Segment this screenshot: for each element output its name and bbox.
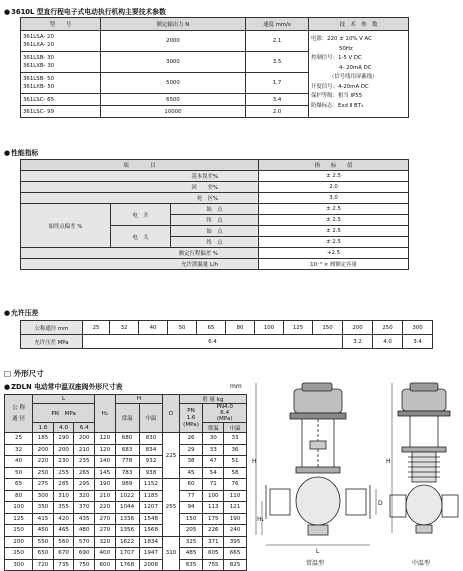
header-force: 额定输出力 N bbox=[101, 18, 246, 31]
table-cell: 683 bbox=[115, 444, 139, 456]
dn-cell: 125 bbox=[5, 513, 33, 525]
table-cell: 2008 bbox=[139, 559, 163, 571]
mid-temp-valve-drawing bbox=[390, 383, 458, 533]
bullet-icon: ● bbox=[4, 8, 11, 16]
table-row bbox=[5, 502, 247, 514]
performance-table bbox=[20, 159, 409, 270]
electric-open-label: 电 开 bbox=[111, 204, 171, 226]
table-cell: 600 bbox=[95, 559, 116, 571]
table-cell: 220 bbox=[95, 502, 116, 514]
start-point-label: 始 点 bbox=[171, 204, 259, 215]
electric-close-label: 电 关 bbox=[111, 226, 171, 248]
table-cell: 295 bbox=[74, 479, 95, 491]
table-cell: 145 bbox=[95, 467, 116, 479]
model-cell: 361LSC- 65 bbox=[21, 94, 101, 106]
spec-current: 4- 20mA DC bbox=[339, 64, 372, 71]
diameter-cell: 100 bbox=[255, 321, 284, 335]
bullet-icon: ● bbox=[4, 383, 11, 391]
table-cell: 1044 bbox=[115, 502, 139, 514]
leakage-value: 10⁻³ × 阀额定容量 bbox=[259, 259, 409, 270]
bullet-icon: ● bbox=[4, 149, 11, 157]
table-cell: 200 bbox=[53, 444, 74, 456]
table-cell: 350 bbox=[33, 502, 54, 514]
table-cell: 370 bbox=[74, 502, 95, 514]
table-cell: 395 bbox=[224, 536, 247, 548]
table-cell: 1768 bbox=[115, 559, 139, 571]
table-cell: 113 bbox=[203, 502, 224, 514]
force-cell: 6500 bbox=[101, 94, 246, 106]
diameter-cell: 125 bbox=[284, 321, 313, 335]
table-cell: 1947 bbox=[139, 548, 163, 560]
section-title-pressure: ●允许压差 bbox=[4, 309, 39, 317]
dn-cell: 32 bbox=[5, 444, 33, 456]
tech-specs-cell bbox=[309, 31, 409, 118]
table-cell: 47 bbox=[203, 456, 224, 468]
stroke-error-value: +2.5 bbox=[259, 248, 409, 259]
table-cell: 400 bbox=[95, 548, 116, 560]
dimensions-table bbox=[4, 394, 247, 571]
table-cell: 45 bbox=[179, 467, 203, 479]
header-normal2: 常温 bbox=[203, 423, 224, 433]
dn-cell: 300 bbox=[5, 559, 33, 571]
table-cell: 480 bbox=[74, 525, 95, 537]
spec-control: 控制信号：1-5 V DC bbox=[311, 55, 362, 61]
speed-cell: 3.5 bbox=[246, 52, 309, 73]
table-cell: 285 bbox=[53, 479, 74, 491]
table-cell: 175 bbox=[203, 513, 224, 525]
deadband-label: 死 区% bbox=[21, 193, 259, 204]
table-cell: 270 bbox=[95, 513, 116, 525]
table-cell: 635 bbox=[179, 559, 203, 571]
dn-cell: 65 bbox=[5, 479, 33, 491]
leakage-label: 允许泄漏量 L/h bbox=[21, 259, 259, 270]
table-cell: 755 bbox=[203, 559, 224, 571]
normal-temp-label: 常温型 bbox=[306, 560, 325, 567]
section-title-dimensions: □ 外形尺寸 bbox=[4, 369, 44, 378]
table-row bbox=[5, 490, 247, 502]
d-cell: 310 bbox=[163, 536, 179, 571]
table-cell: 680 bbox=[115, 433, 139, 445]
table-cell: 60 bbox=[179, 479, 203, 491]
dn-cell: 250 bbox=[5, 548, 33, 560]
table-cell: 465 bbox=[53, 525, 74, 537]
start-end-error-label: 始终点偏差 % bbox=[21, 204, 111, 248]
value-cell: ± 2.5 bbox=[259, 204, 409, 215]
header-p40: 4.0 bbox=[53, 423, 74, 433]
table-cell: 778 bbox=[115, 456, 139, 468]
table-cell: 1356 bbox=[115, 525, 139, 537]
header-weight: 重 量 kg bbox=[179, 395, 246, 404]
header-h: H bbox=[115, 395, 163, 404]
table-cell: 150 bbox=[179, 513, 203, 525]
start-point-label: 始 点 bbox=[171, 226, 259, 237]
table-cell: 230 bbox=[53, 456, 74, 468]
speed-cell: 1.7 bbox=[246, 73, 309, 94]
normal-temp-valve-drawing bbox=[256, 383, 376, 545]
table-cell: 270 bbox=[95, 525, 116, 537]
end-point-label: 终 点 bbox=[171, 237, 259, 248]
table-cell: 570 bbox=[74, 536, 95, 548]
table-cell: 190 bbox=[95, 479, 116, 491]
model-cell: 361LSA- 20 361LXA- 20 bbox=[21, 31, 101, 52]
table-cell: 1336 bbox=[115, 513, 139, 525]
header-value: 指 标 值 bbox=[259, 160, 409, 171]
table-cell: 140 bbox=[95, 456, 116, 468]
table-cell: 1152 bbox=[139, 479, 163, 491]
table-cell: 94 bbox=[179, 502, 203, 514]
table-cell: 265 bbox=[74, 467, 95, 479]
header-mid2: 中温 bbox=[224, 423, 247, 433]
value-cell: ± 2.5 bbox=[259, 237, 409, 248]
table-cell: 300 bbox=[33, 490, 54, 502]
tech-params-table bbox=[20, 17, 409, 118]
diameter-cell: 65 bbox=[197, 321, 226, 335]
header-dn: 公 称 通 径 bbox=[5, 395, 33, 433]
spec-freq: 50Hz bbox=[339, 45, 353, 52]
header-pn: PN MPa bbox=[33, 404, 95, 423]
header-p64: 6.4 bbox=[74, 423, 95, 433]
basic-error-value: ± 2.5 bbox=[259, 171, 409, 182]
valve-drawings bbox=[252, 381, 460, 570]
table-cell: 320 bbox=[74, 490, 95, 502]
diameter-cell: 25 bbox=[83, 321, 110, 335]
table-cell: 205 bbox=[179, 525, 203, 537]
table-cell: 58 bbox=[224, 467, 247, 479]
speed-cell: 3.4 bbox=[246, 94, 309, 106]
table-cell: 36 bbox=[224, 444, 247, 456]
pressure-cell: 4.0 bbox=[373, 335, 403, 349]
pressure-table bbox=[20, 320, 433, 349]
diameter-cell: 150 bbox=[313, 321, 343, 335]
table-cell: 200 bbox=[33, 444, 54, 456]
header-speed: 速度 mm/s bbox=[246, 18, 309, 31]
table-cell: 834 bbox=[139, 444, 163, 456]
deadband-value: 3.0 bbox=[259, 193, 409, 204]
table-cell: 355 bbox=[53, 502, 74, 514]
section-title-performance: ●性能指标 bbox=[4, 149, 39, 157]
table-cell: 325 bbox=[179, 536, 203, 548]
table-cell: 33 bbox=[224, 433, 247, 445]
table-cell: 938 bbox=[139, 467, 163, 479]
dim-d-label: D bbox=[378, 500, 383, 507]
pressure-cell: 3.4 bbox=[403, 335, 433, 349]
dn-cell: 50 bbox=[5, 467, 33, 479]
table-cell: 670 bbox=[53, 548, 74, 560]
diameter-cell: 200 bbox=[343, 321, 373, 335]
section-title-dim-table: ●ZDLN 电动常中温双座阀外形尺寸表 bbox=[4, 383, 123, 391]
table-cell: 226 bbox=[203, 525, 224, 537]
table-cell: 830 bbox=[139, 433, 163, 445]
table-cell: 33 bbox=[203, 444, 224, 456]
table-cell: 54 bbox=[203, 467, 224, 479]
d-cell: 255 bbox=[163, 479, 179, 537]
table-cell: 77 bbox=[179, 490, 203, 502]
speed-cell: 2.1 bbox=[246, 31, 309, 52]
header-pn16: PN 1.6 (MPa) bbox=[179, 404, 203, 433]
table-cell: 240 bbox=[224, 525, 247, 537]
table-cell: 185 bbox=[33, 433, 54, 445]
diameter-cell: 250 bbox=[373, 321, 403, 335]
table-cell: 1548 bbox=[139, 513, 163, 525]
dn-cell: 80 bbox=[5, 490, 33, 502]
spec-shield: （信号线用屏蔽线） bbox=[329, 74, 378, 80]
dn-cell: 40 bbox=[5, 456, 33, 468]
d-cell: 225 bbox=[163, 433, 179, 479]
table-cell: 720 bbox=[33, 559, 54, 571]
table-cell: 550 bbox=[33, 536, 54, 548]
model-cell: 361LSC- 99 bbox=[21, 106, 101, 118]
force-cell: 5000 bbox=[101, 73, 246, 94]
table-cell: 1568 bbox=[139, 525, 163, 537]
table-cell: 450 bbox=[33, 525, 54, 537]
unit-label: mm bbox=[230, 383, 242, 390]
table-cell: 275 bbox=[33, 479, 54, 491]
table-cell: 250 bbox=[33, 467, 54, 479]
speed-cell: 2.0 bbox=[246, 106, 309, 118]
force-cell: 3000 bbox=[101, 52, 246, 73]
header-tech: 技 术 参 数 bbox=[309, 18, 409, 31]
force-cell: 10000 bbox=[101, 106, 246, 118]
hysteresis-label: 回 差% bbox=[21, 182, 259, 193]
pressure-cell: 3.2 bbox=[343, 335, 373, 349]
diameter-cell: 40 bbox=[139, 321, 168, 335]
table-cell: 71 bbox=[203, 479, 224, 491]
table-cell: 29 bbox=[179, 444, 203, 456]
table-cell: 121 bbox=[224, 502, 247, 514]
table-row bbox=[5, 548, 247, 560]
header-d: D bbox=[163, 395, 179, 433]
table-cell: 100 bbox=[203, 490, 224, 502]
table-cell: 420 bbox=[53, 513, 74, 525]
table-cell: 750 bbox=[74, 559, 95, 571]
header-item: 项 目 bbox=[21, 160, 259, 171]
value-cell: ± 2.5 bbox=[259, 226, 409, 237]
table-cell: 435 bbox=[74, 513, 95, 525]
table-cell: 989 bbox=[115, 479, 139, 491]
table-cell: 1834 bbox=[139, 536, 163, 548]
end-point-label: 终 点 bbox=[171, 215, 259, 226]
table-row bbox=[5, 467, 247, 479]
table-cell: 1707 bbox=[115, 548, 139, 560]
diameter-cell: 300 bbox=[403, 321, 433, 335]
table-row bbox=[5, 479, 247, 491]
dim-h1-label: H₁ bbox=[257, 516, 264, 523]
table-cell: 932 bbox=[139, 456, 163, 468]
table-cell: 560 bbox=[53, 536, 74, 548]
dn-cell: 150 bbox=[5, 525, 33, 537]
diameter-cell: 32 bbox=[110, 321, 139, 335]
dim-h-label: H bbox=[252, 458, 257, 465]
spec-protection: 保护等级：相当 IP55 bbox=[311, 93, 363, 99]
table-cell: 1622 bbox=[115, 536, 139, 548]
model-cell: 361LSB- 50 361LXB- 50 bbox=[21, 73, 101, 94]
dn-cell: 100 bbox=[5, 502, 33, 514]
table-cell: 30 bbox=[203, 433, 224, 445]
table-cell: 38 bbox=[179, 456, 203, 468]
table-cell: 735 bbox=[53, 559, 74, 571]
table-cell: 51 bbox=[224, 456, 247, 468]
model-cell: 361LSB- 30 361LXB- 30 bbox=[21, 52, 101, 73]
section-title-tech-params: ●3610L 型直行程电子式电动执行机构主要技术参数 bbox=[4, 8, 166, 16]
table-row bbox=[5, 456, 247, 468]
basic-error-label: 基本误差% bbox=[21, 171, 259, 182]
table-cell: 120 bbox=[95, 433, 116, 445]
table-row bbox=[5, 559, 247, 571]
table-cell: 371 bbox=[203, 536, 224, 548]
force-cell: 2000 bbox=[101, 31, 246, 52]
table-cell: 1022 bbox=[115, 490, 139, 502]
diameter-cell: 80 bbox=[226, 321, 255, 335]
header-p16: 1.6 bbox=[33, 423, 54, 433]
header-pn40: PN4.0 6.4 (MPa) bbox=[203, 404, 247, 423]
dim-h-label-right: H bbox=[386, 458, 391, 465]
spec-explosion: 防爆标志：Exd Ⅱ BT₄ bbox=[311, 102, 364, 109]
table-cell: 310 bbox=[53, 490, 74, 502]
table-cell: 665 bbox=[224, 548, 247, 560]
dn-cell: 200 bbox=[5, 536, 33, 548]
table-row bbox=[5, 525, 247, 537]
table-cell: 485 bbox=[179, 548, 203, 560]
table-cell: 200 bbox=[74, 433, 95, 445]
stroke-error-label: 额定行程偏差 % bbox=[21, 248, 259, 259]
mid-temp-label: 中温型 bbox=[412, 560, 431, 567]
table-row bbox=[5, 513, 247, 525]
table-cell: 1207 bbox=[139, 502, 163, 514]
header-normal: 常温 bbox=[115, 404, 139, 433]
table-cell: 210 bbox=[74, 444, 95, 456]
table-cell: 783 bbox=[115, 467, 139, 479]
table-row bbox=[5, 433, 247, 445]
dn-cell: 25 bbox=[5, 433, 33, 445]
table-cell: 120 bbox=[95, 444, 116, 456]
value-cell: ± 2.5 bbox=[259, 215, 409, 226]
table-cell: 210 bbox=[95, 490, 116, 502]
table-cell: 1185 bbox=[139, 490, 163, 502]
table-row bbox=[5, 536, 247, 548]
table-cell: 190 bbox=[224, 513, 247, 525]
diameter-cell: 50 bbox=[168, 321, 197, 335]
header-h1: H₁ bbox=[95, 395, 116, 433]
table-cell: 650 bbox=[33, 548, 54, 560]
table-cell: 605 bbox=[203, 548, 224, 560]
table-cell: 190 bbox=[53, 433, 74, 445]
table-cell: 110 bbox=[224, 490, 247, 502]
table-cell: 26 bbox=[179, 433, 203, 445]
dim-l-label: L bbox=[316, 548, 320, 555]
table-cell: 320 bbox=[95, 536, 116, 548]
table-cell: 220 bbox=[33, 456, 54, 468]
pressure-label: 允许压差 MPa bbox=[21, 335, 83, 349]
header-mid: 中温 bbox=[139, 404, 163, 433]
table-cell: 415 bbox=[33, 513, 54, 525]
table-cell: 690 bbox=[74, 548, 95, 560]
pressure-cell: 6.4 bbox=[83, 335, 343, 349]
table-cell: 255 bbox=[53, 467, 74, 479]
table-row bbox=[5, 444, 247, 456]
spec-opening: 开度信号：4-20mA DC bbox=[311, 83, 369, 90]
bullet-icon: ● bbox=[4, 309, 11, 317]
header-model: 型 号 bbox=[21, 18, 101, 31]
diameter-label: 公称通径 mm bbox=[21, 321, 83, 335]
hysteresis-value: 2.0 bbox=[259, 182, 409, 193]
table-cell: 76 bbox=[224, 479, 247, 491]
table-cell: 235 bbox=[74, 456, 95, 468]
spec-power: 电源：220 ± 10% V AC bbox=[311, 36, 372, 42]
header-l: L bbox=[33, 395, 95, 404]
table-cell: 825 bbox=[224, 559, 247, 571]
